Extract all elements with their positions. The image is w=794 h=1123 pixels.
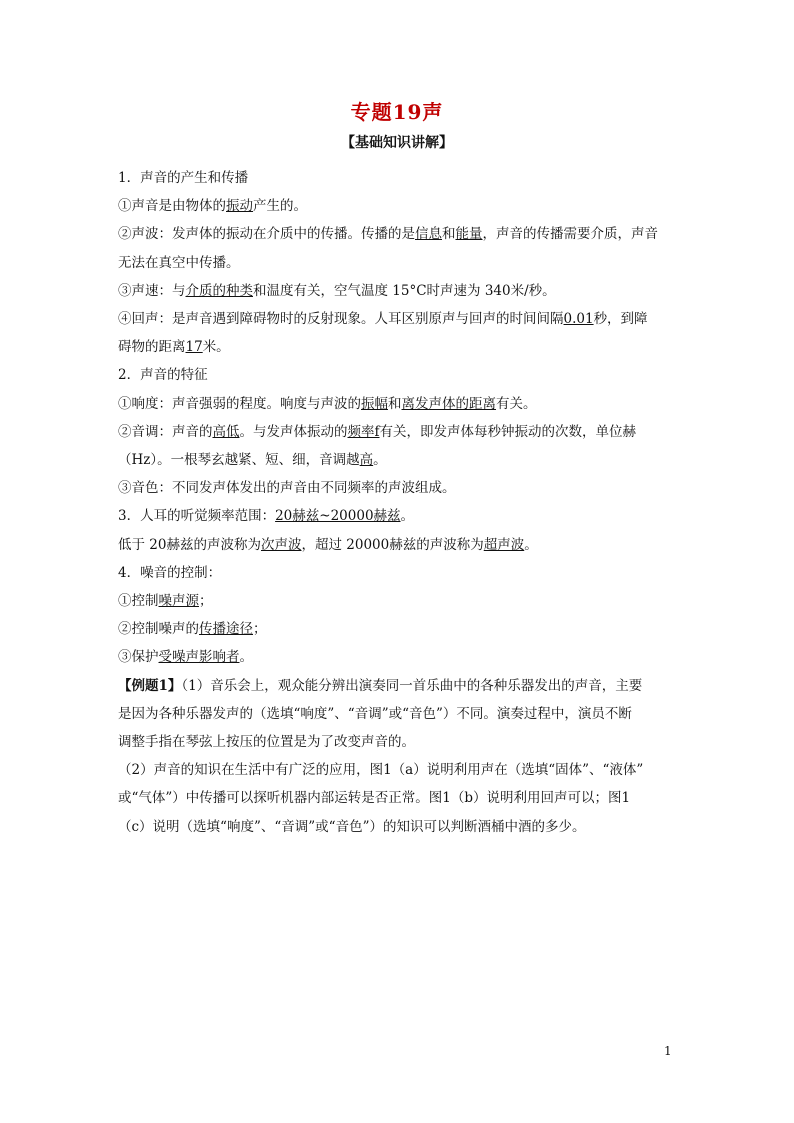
underlined-answer: 17 [185,339,203,356]
underlined-answer: 20赫兹~20000赫兹 [275,508,401,525]
text-segment: （c）说明（选填“响度”、“音调”或“音色”）的知识可以判断酒桶中酒的多少。 [118,818,586,835]
text-segment: 【例题1】 [118,677,182,694]
text-segment: 或“气体”）中传播可以探听机器内部运转是否正常。图1（b）说明利用回声可以；图1 [118,790,631,807]
text-line [118,615,678,643]
text-segment: 。 [400,508,415,525]
underlined-answer: 介质的种类 [185,282,253,299]
underlined-answer: 高 [359,452,374,469]
text-line [118,220,678,248]
text-segment: ①控制 [118,593,159,610]
text-segment: （2）声音的知识在生活中有广泛的应用，图1（a）说明利用声在（选填“固体”、“液体” [118,762,644,779]
text-segment: 4．噪音的控制： [118,564,222,581]
text-segment: ④回声：是声音遇到障碍物时的反射现象。人耳区别原声与回声的时间间隔 [118,311,564,328]
text-segment: ②声波：发声体的振动在介质中的传播。传播的是 [118,226,415,243]
text-segment: 。 [239,649,253,666]
text-segment: 。与发声体振动的 [239,423,348,440]
text-segment: ，超过 20000赫兹的声波称为 [301,536,484,553]
text-segment: 低于 20赫兹的声波称为 [118,536,261,553]
underlined-answer: 振动 [226,198,253,215]
text-segment: 。 [524,536,538,553]
text-line [118,446,678,474]
underlined-answer: 超声波 [483,536,525,553]
text-segment: 和温度有关，空气温度 15°C时声速为 340米/秒。 [253,282,556,299]
text-line [118,277,678,305]
text-line [118,728,678,756]
text-line [118,192,678,220]
underlined-answer: 受噪声影响者 [158,649,240,666]
page-title: 专题19声 [350,100,444,124]
text-line [118,474,678,502]
section-heading: 【基础知识讲解】 [341,135,453,151]
underlined-answer: 次声波 [260,536,302,553]
underlined-answer: 传播途径 [199,621,253,638]
text-line [118,756,678,784]
text-segment: 是因为各种乐器发声的（选填“响度”、“音调”或“音色”）不同。演奏过程中，演员不断 [118,705,632,722]
text-segment: ②音调：声音的 [118,423,213,440]
text-line [118,249,678,277]
document-body [118,164,678,841]
text-segment: 和 [442,226,456,243]
text-segment: 调整手指在琴弦上按压的位置是为了改变声音的。 [118,734,415,751]
underlined-answer: 噪声源 [158,593,199,610]
text-line [118,559,678,587]
underlined-answer: 振幅 [361,395,388,412]
text-segment: 秒，到障 [593,311,648,328]
underlined-answer: 能量 [455,226,483,243]
text-segment: 1．声音的产生和传播 [118,170,249,186]
underlined-answer: 离发声体的距离 [401,395,496,412]
text-segment: 碍物的距离 [118,339,186,356]
text-line [118,587,678,615]
text-line [118,164,678,192]
page-number: 1 [664,1044,672,1058]
text-line [118,361,678,389]
text-segment: 产生的。 [253,198,307,215]
underlined-answer: 频率f [347,423,380,440]
text-segment: ； [253,621,267,638]
text-line [118,784,678,812]
underlined-answer: 高低 [212,423,240,440]
text-segment: 米。 [202,339,230,356]
text-segment: （Hz）。一根琴玄越紧、短、细，音调越 [118,452,360,469]
text-line [118,813,678,841]
text-segment: ①声音是由物体的 [118,198,226,215]
underlined-answer: 信息 [415,226,442,243]
text-segment: ，声音的传播需要介质，声音 [482,226,658,243]
text-line [118,333,678,361]
text-line [118,700,678,728]
text-segment: ③音色：不同发声体发出的声音由不同频率的声波组成。 [118,480,456,497]
text-line [118,418,678,446]
text-segment: ②控制噪声的 [118,621,199,638]
text-line [118,390,678,418]
text-segment: ； [199,593,213,610]
underlined-answer: 0.01 [563,311,594,328]
text-segment: ③声速：与 [118,282,186,299]
text-segment: 和 [388,395,402,412]
text-segment: ①响度：声音强弱的程度。响度与声波的 [118,395,361,412]
text-segment: ③保护 [118,649,159,666]
text-segment: （1）音乐会上，观众能分辨出演奏同一首乐曲中的各种乐器发出的声音，主要 [181,677,643,694]
text-segment: 有关。 [496,395,537,412]
text-line [118,672,678,700]
text-line [118,305,678,333]
text-line [118,531,678,559]
text-segment: 2．声音的特征 [118,367,208,384]
text-segment: 3．人耳的听觉频率范围： [118,508,276,525]
text-line [118,643,678,671]
text-line [118,502,678,530]
text-segment: 无法在真空中传播。 [118,254,240,271]
text-segment: 有关，即发声体每秒钟振动的次数，单位赫 [379,423,636,440]
text-segment: 。 [373,452,387,469]
